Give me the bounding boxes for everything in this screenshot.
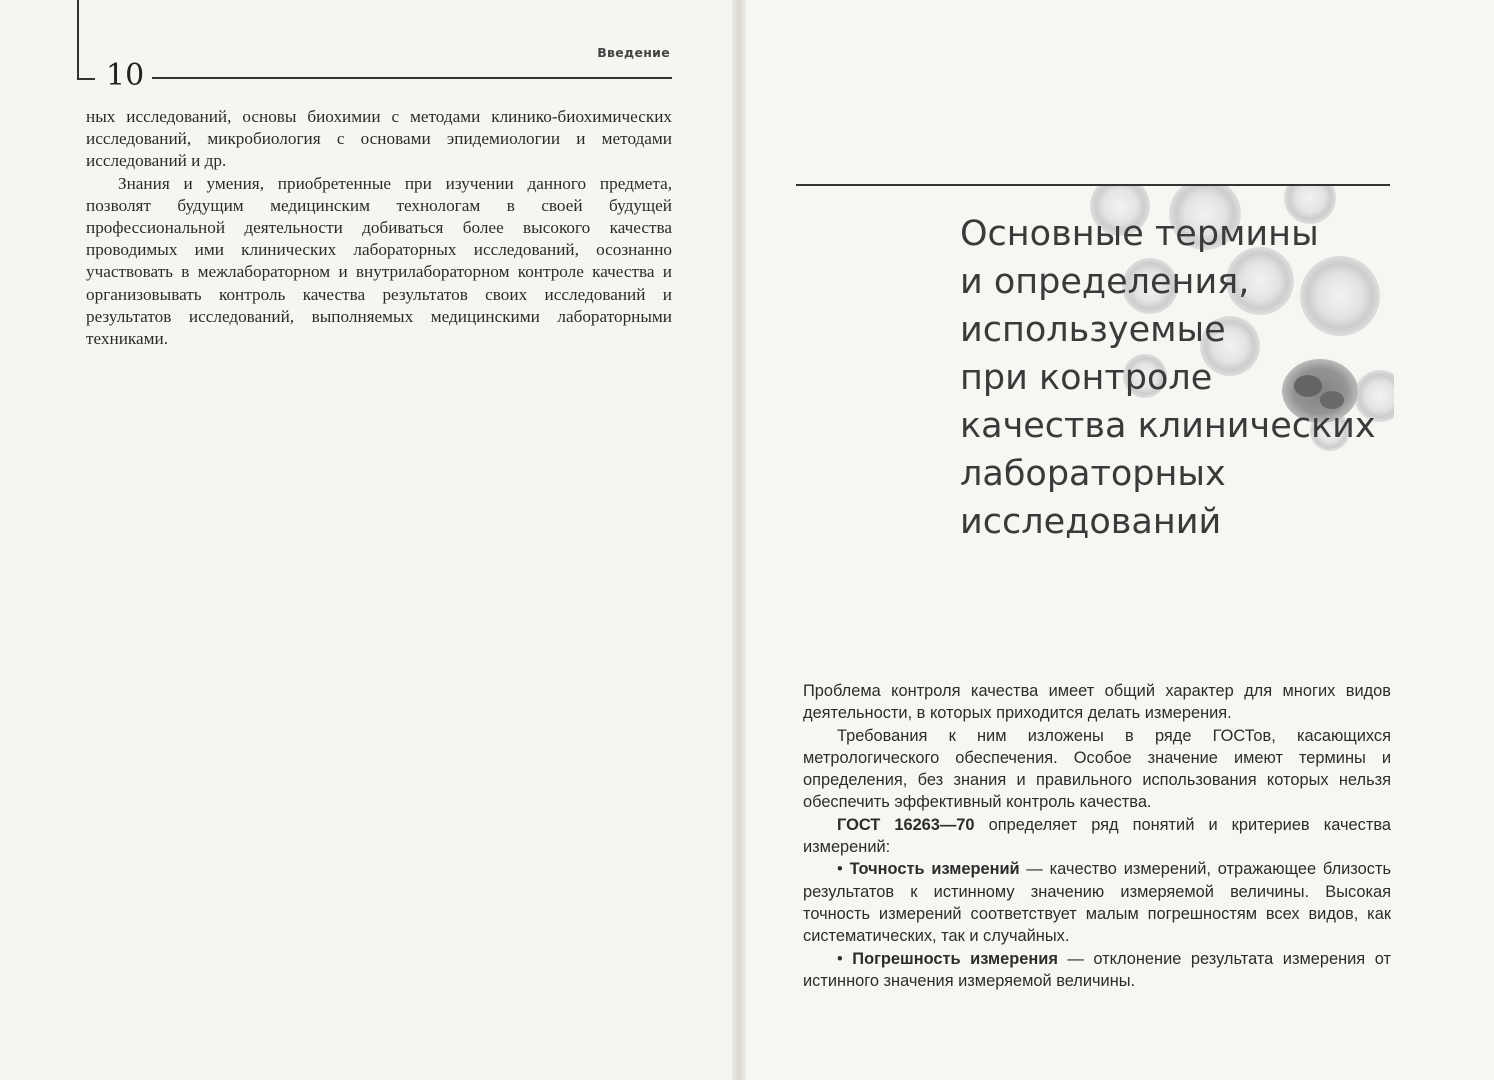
chapter-title-line: качества клинических (960, 406, 1376, 446)
bullet-item (803, 858, 1391, 947)
header-corner-mark (77, 0, 79, 80)
bullet-icon: • (837, 860, 843, 879)
page-number: 10 (106, 58, 145, 93)
bullet-icon: • (837, 949, 843, 968)
chapter-title-line: и определения, (960, 262, 1250, 302)
gost-reference: ГОСТ 16263—70 (837, 815, 975, 834)
left-page-body (86, 106, 672, 350)
bullet-item (803, 948, 1391, 993)
book-spine (732, 0, 746, 1080)
running-head: Введение (597, 45, 670, 60)
paragraph: ных исследований, основы биохимии с методами клинико-биохимических исследований, микробиология с основами эпидемиологии и методами исследований и др. (86, 107, 672, 171)
header-corner-mark (77, 78, 95, 80)
chapter-title-line: при контроле (960, 358, 1213, 398)
chapter-title-line: Основные термины (960, 214, 1319, 254)
paragraph: Требования к ним изложены в ряде ГОСТов, касающихся метрологического обеспечения. Особое значение имеют термины и определения, без знания и правильного использования которых нельзя обеспечить эффективный контроль качества. (803, 726, 1391, 812)
bullet-definition: — отклонение результата измерения от истинного значения измеряемой величины. (803, 949, 1391, 990)
bullet-term: Погрешность измерения (852, 949, 1058, 968)
header-rule (152, 77, 672, 79)
chapter-title-line: лабораторных (960, 454, 1226, 494)
chapter-title (960, 210, 1400, 546)
gost-description: определяет ряд понятий и критериев качества измерений: (803, 815, 1391, 857)
paragraph: Проблема контроля качества имеет общий характер для многих видов деятельности, в которых приходится делать измерения. (803, 682, 1391, 723)
paragraph: Знания и умения, приобретенные при изучении данного предмета, позволят будущим медицинским технологам в своей будущей профессиональной деятельности добиваться более высокого качества проводимых ими клинических лабораторных исследований, осознанно участвовать в межлабораторном и внутрилабораторном контроле качества и организовывать контроль качества результатов своих исследований и результатов исследований, выполняемых медицинскими лабораторными техниками. (86, 173, 672, 349)
bullet-definition: — качество измерений, отражающее близость результатов к истинному значению измеряемой величины. Высокая точность измерений соответствует малым погрешностям всех видов, как систематических, так и случайных. (803, 860, 1391, 946)
paragraph (803, 814, 1391, 859)
bullet-term: Точность измерений (849, 860, 1020, 879)
right-page-body (803, 680, 1391, 992)
chapter-title-line: исследований (960, 502, 1222, 542)
chapter-title-line: используемые (960, 310, 1226, 350)
